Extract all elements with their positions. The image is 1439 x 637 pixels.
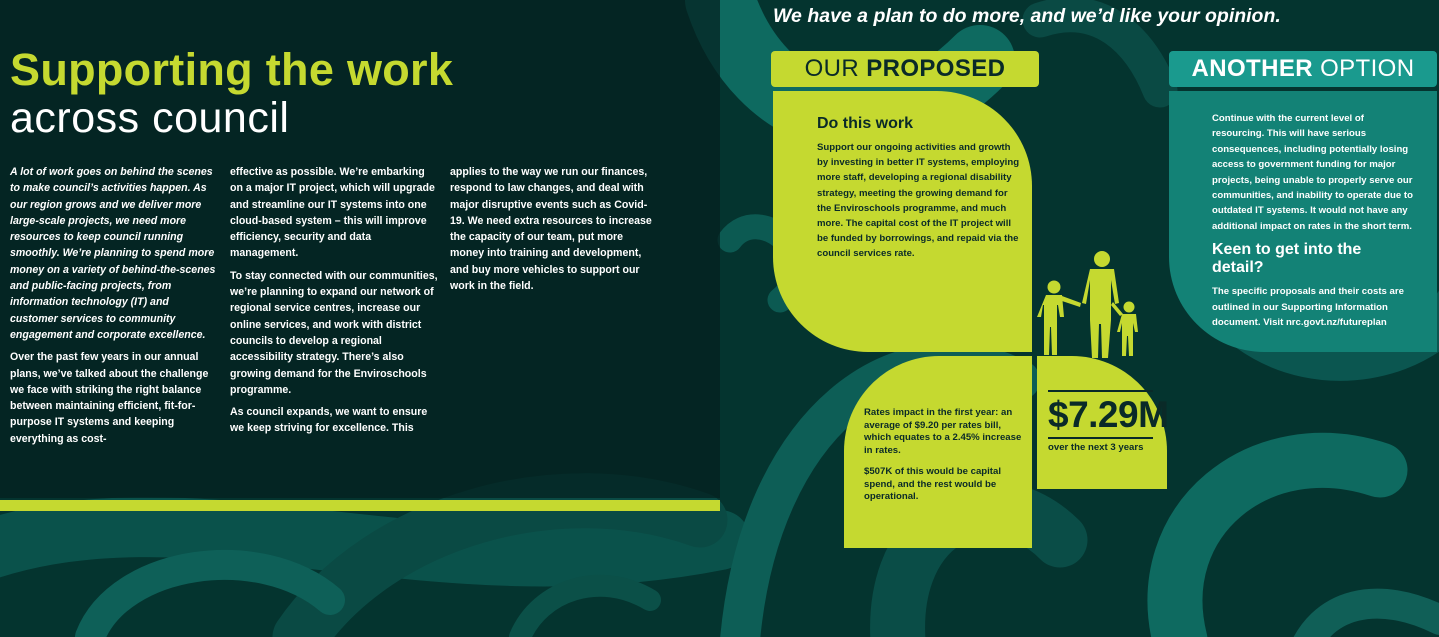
body-paragraph: As council expands, we want to ensure we keep striving for excellence. This — [230, 406, 428, 435]
left-accent-rule — [0, 500, 720, 511]
proposed-body: Support our ongoing activities and growth by investing in better IT systems, employing more staff, developing a regional disability strategy, meeting the growing demand for the Enviroschools programme, and much more. The capital cost of the IT project will be funded by borrowings, and repaid via the council services rate. — [817, 142, 1020, 260]
rates-impact-text: Rates impact in the first year: an average of $9.20 per rates bill, which equates to a 2.45% increase in rates. — [864, 407, 1022, 456]
another-option-banner — [1169, 51, 1437, 87]
proposed-label-bold: PROPOSED — [866, 55, 1006, 82]
another-label-suffix: OPTION — [1320, 55, 1415, 82]
capital-spend-text: $507K of this would be capital spend, and the rest would be operational. — [864, 466, 1002, 502]
proposed-option-card — [773, 91, 1032, 352]
another-body: Continue with the current level of resourcing. This will have serious consequences, including potentially losing access to government funding for major projects, being unable to properly serve our communities, and inability to operate due to outdated IT systems. It would not have any additional impact on rates in the short term. — [1212, 113, 1413, 232]
body-paragraph: effective as possible. We’re embarking on a major IT project, which will upgrade and streamline our IT systems into one cloud-based system – this will improve efficiency, security and data management. — [230, 166, 435, 260]
section-headline: We have a plan to do more, and we’d like your opinion. — [773, 5, 1281, 27]
body-paragraph: To stay connected with our communities, we’re planning to expand our network of regional service centres, increase our online services, and work with district councils to develop a regional accessibility strategy. There’s also growing demand for the Enviroschools programme. — [230, 269, 438, 396]
detail-link[interactable]: Visit nrc.govt.nz/futureplan — [1263, 317, 1387, 329]
cost-rule-bottom — [1048, 437, 1153, 439]
proposed-heading: Do this work — [817, 115, 914, 132]
page-title-line-1: Supporting the work — [10, 44, 454, 95]
body-paragraph: applies to the way we run our finances, respond to law changes, and deal with major disruptive events such as Covid-19. We need extra resources to increase the capacity of our team, put more money into training and development, and buy more vehicles to support our work in the field. — [450, 166, 652, 293]
another-option-card — [1169, 91, 1437, 352]
proposed-option-banner — [771, 51, 1039, 87]
cost-period: over the next 3 years — [1048, 442, 1144, 453]
text-column-3 — [450, 164, 655, 300]
page-title-line-2: across council — [10, 94, 290, 142]
rates-impact-card — [844, 356, 1032, 548]
proposed-label-prefix: OUR — [804, 55, 860, 82]
another-label-bold: ANOTHER — [1191, 55, 1313, 82]
detail-body: The specific proposals and their costs are outlined in our Supporting Information document. — [1212, 286, 1404, 329]
text-column-1 — [10, 164, 218, 453]
cost-amount: $7.29M — [1048, 394, 1169, 435]
text-column-2 — [230, 164, 438, 443]
detail-paragraph — [1212, 284, 1417, 330]
body-paragraph: Over the past few years in our annual plans, we’ve talked about the challenge we face with striking the right balance between maintaining efficient, fit-for-purpose IT systems and keeping everything as cost- — [10, 351, 209, 445]
family-silhouette-icon — [1033, 250, 1153, 358]
intro-paragraph: A lot of work goes on behind the scenes to make council’s activities happen. As our region grows and we deliver more large-scale projects, we need more resources to keep council running smoothly. We’re planning to spend more money on a variety of behind-the-scenes and public-facing projects, from information technology (IT) and customer services to community engagement and corporate excellence. — [10, 166, 216, 341]
detail-heading: Keen to get into the detail? — [1212, 241, 1362, 277]
cost-rule-top — [1048, 390, 1153, 392]
